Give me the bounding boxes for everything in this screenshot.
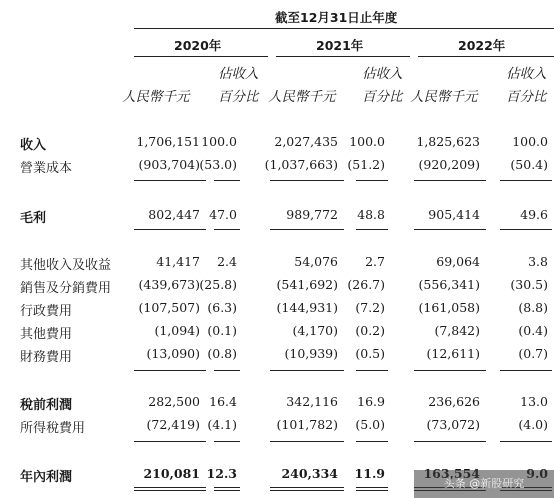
double-rule-net-profit xyxy=(270,487,344,488)
row-value: 100.0 xyxy=(349,134,385,149)
row-value: 100.0 xyxy=(512,134,548,149)
row-value: (107,507) xyxy=(138,300,200,315)
double-rule-net-profit xyxy=(270,490,344,491)
row-value: 41,417 xyxy=(156,254,200,269)
row-value: (10,939) xyxy=(284,346,338,361)
row-value: (0.8) xyxy=(207,346,237,361)
row-value: 210,081 xyxy=(143,466,200,481)
unit-amount-2020: 人民幣千元 xyxy=(122,89,190,105)
unit-pct-bottom-2020: 百分比 xyxy=(218,89,259,105)
row-value: (26.7) xyxy=(347,277,385,292)
row-label: 其他費用 xyxy=(20,327,73,342)
row-value: (13,090) xyxy=(146,346,200,361)
year-2020: 2020年 xyxy=(174,38,222,53)
rule-before-gross-profit xyxy=(414,180,486,181)
row-value: 48.8 xyxy=(357,207,385,222)
watermark: 头条 @新股研究 xyxy=(414,470,554,498)
row-value: (0.5) xyxy=(355,346,385,361)
unit-amount-2022: 人民幣千元 xyxy=(410,89,478,105)
rule-before-net-profit xyxy=(270,441,344,442)
row-value: (73,072) xyxy=(426,417,480,432)
unit-pct-bottom-2022: 百分比 xyxy=(506,89,547,105)
period-underline xyxy=(134,28,554,29)
rule-after-gross-profit xyxy=(270,229,344,230)
row-label: 財務費用 xyxy=(20,350,73,365)
row-value: 100.0 xyxy=(201,134,237,149)
row-value: (1,037,663) xyxy=(264,157,338,172)
rule-before-net-profit xyxy=(500,441,552,442)
rule-before-net-profit xyxy=(414,441,486,442)
row-value: 240,334 xyxy=(281,466,338,481)
row-value: 13.0 xyxy=(520,394,548,409)
unit-pct-top-2022: 佔收入 xyxy=(506,66,547,82)
row-value: 236,626 xyxy=(428,394,480,409)
double-rule-net-profit xyxy=(214,490,240,491)
row-value: 11.9 xyxy=(354,466,385,481)
unit-pct-top-2021: 佔收入 xyxy=(362,66,403,82)
rule-before-net-profit xyxy=(214,441,240,442)
row-value: (50.4) xyxy=(510,157,548,172)
row-value: (7,842) xyxy=(434,323,480,338)
rule-after-gross-profit xyxy=(134,229,206,230)
row-value: (556,341) xyxy=(418,277,480,292)
row-value: (101,782) xyxy=(276,417,338,432)
period-header: 截至12月31日止年度 xyxy=(275,10,398,25)
double-rule-net-profit xyxy=(134,490,206,491)
row-value: 802,447 xyxy=(148,207,200,222)
row-value: (72,419) xyxy=(146,417,200,432)
row-value: 54,076 xyxy=(294,254,338,269)
row-value: (5.0) xyxy=(355,417,385,432)
row-value: (53.0) xyxy=(199,157,237,172)
row-value: (8.8) xyxy=(518,300,548,315)
row-value: 905,414 xyxy=(428,207,480,222)
row-value: 2.7 xyxy=(365,254,385,269)
row-label: 營業成本 xyxy=(20,161,73,176)
row-value: 989,772 xyxy=(286,207,338,222)
row-value: 2.4 xyxy=(217,254,237,269)
rule-after-gross-profit xyxy=(356,229,388,230)
rule-before-profit-before-tax xyxy=(414,370,486,371)
row-label: 稅前利潤 xyxy=(20,398,73,413)
rule-before-gross-profit xyxy=(214,180,240,181)
rule-after-gross-profit xyxy=(214,229,240,230)
row-value: 16.4 xyxy=(209,394,237,409)
row-value: 49.6 xyxy=(520,207,548,222)
rule-before-gross-profit xyxy=(270,180,344,181)
row-value: 1,706,151 xyxy=(136,134,200,149)
row-value: (30.5) xyxy=(510,277,548,292)
rule-before-gross-profit xyxy=(500,180,552,181)
row-label: 年內利潤 xyxy=(20,470,73,485)
year-underline-2020 xyxy=(134,56,268,57)
rule-before-profit-before-tax xyxy=(134,370,206,371)
row-value: 3.8 xyxy=(528,254,548,269)
row-value: 282,500 xyxy=(148,394,200,409)
double-rule-net-profit xyxy=(356,487,388,488)
rule-before-profit-before-tax xyxy=(356,370,388,371)
row-value: (4,170) xyxy=(292,323,338,338)
row-value: (144,931) xyxy=(276,300,338,315)
row-value: 342,116 xyxy=(286,394,338,409)
row-value: (161,058) xyxy=(418,300,480,315)
row-value: (0.2) xyxy=(355,323,385,338)
rule-after-gross-profit xyxy=(414,229,486,230)
row-label: 收入 xyxy=(20,138,47,153)
unit-amount-2021: 人民幣千元 xyxy=(268,89,336,105)
rule-before-profit-before-tax xyxy=(214,370,240,371)
year-2021: 2021年 xyxy=(316,38,364,53)
row-value: (439,673) xyxy=(138,277,200,292)
rule-before-gross-profit xyxy=(134,180,206,181)
row-value: 16.9 xyxy=(357,394,385,409)
row-value: (0.7) xyxy=(518,346,548,361)
row-value: (920,209) xyxy=(418,157,480,172)
double-rule-net-profit xyxy=(214,487,240,488)
row-value: (4.0) xyxy=(518,417,548,432)
rule-before-profit-before-tax xyxy=(270,370,344,371)
row-value: (0.1) xyxy=(207,323,237,338)
row-value: (51.2) xyxy=(347,157,385,172)
row-value: (12,611) xyxy=(426,346,480,361)
rule-before-profit-before-tax xyxy=(500,370,552,371)
row-value: (4.1) xyxy=(207,417,237,432)
year-2022: 2022年 xyxy=(458,38,506,53)
row-value: (0.4) xyxy=(518,323,548,338)
row-label: 銷售及分銷費用 xyxy=(20,281,112,296)
unit-pct-top-2020: 佔收入 xyxy=(218,66,259,82)
row-label: 其他收入及收益 xyxy=(20,258,112,273)
row-value: 2,027,435 xyxy=(274,134,338,149)
rule-before-net-profit xyxy=(356,441,388,442)
row-value: (7.2) xyxy=(355,300,385,315)
year-underline-2022 xyxy=(418,56,554,57)
unit-pct-bottom-2021: 百分比 xyxy=(362,89,403,105)
row-label: 所得稅費用 xyxy=(20,421,86,436)
rule-after-gross-profit xyxy=(500,229,552,230)
row-value: (541,692) xyxy=(276,277,338,292)
row-value: 1,825,623 xyxy=(416,134,480,149)
row-label: 毛利 xyxy=(20,211,47,226)
rule-before-gross-profit xyxy=(356,180,388,181)
row-value: 69,064 xyxy=(436,254,480,269)
row-value: (25.8) xyxy=(199,277,237,292)
row-value: (1,094) xyxy=(154,323,200,338)
row-label: 行政費用 xyxy=(20,304,73,319)
rule-before-net-profit xyxy=(134,441,206,442)
row-value: 47.0 xyxy=(209,207,237,222)
double-rule-net-profit xyxy=(134,487,206,488)
year-underline-2021 xyxy=(276,56,410,57)
row-value: (903,704) xyxy=(138,157,200,172)
row-value: (6.3) xyxy=(207,300,237,315)
row-value: 12.3 xyxy=(206,466,237,481)
double-rule-net-profit xyxy=(356,490,388,491)
